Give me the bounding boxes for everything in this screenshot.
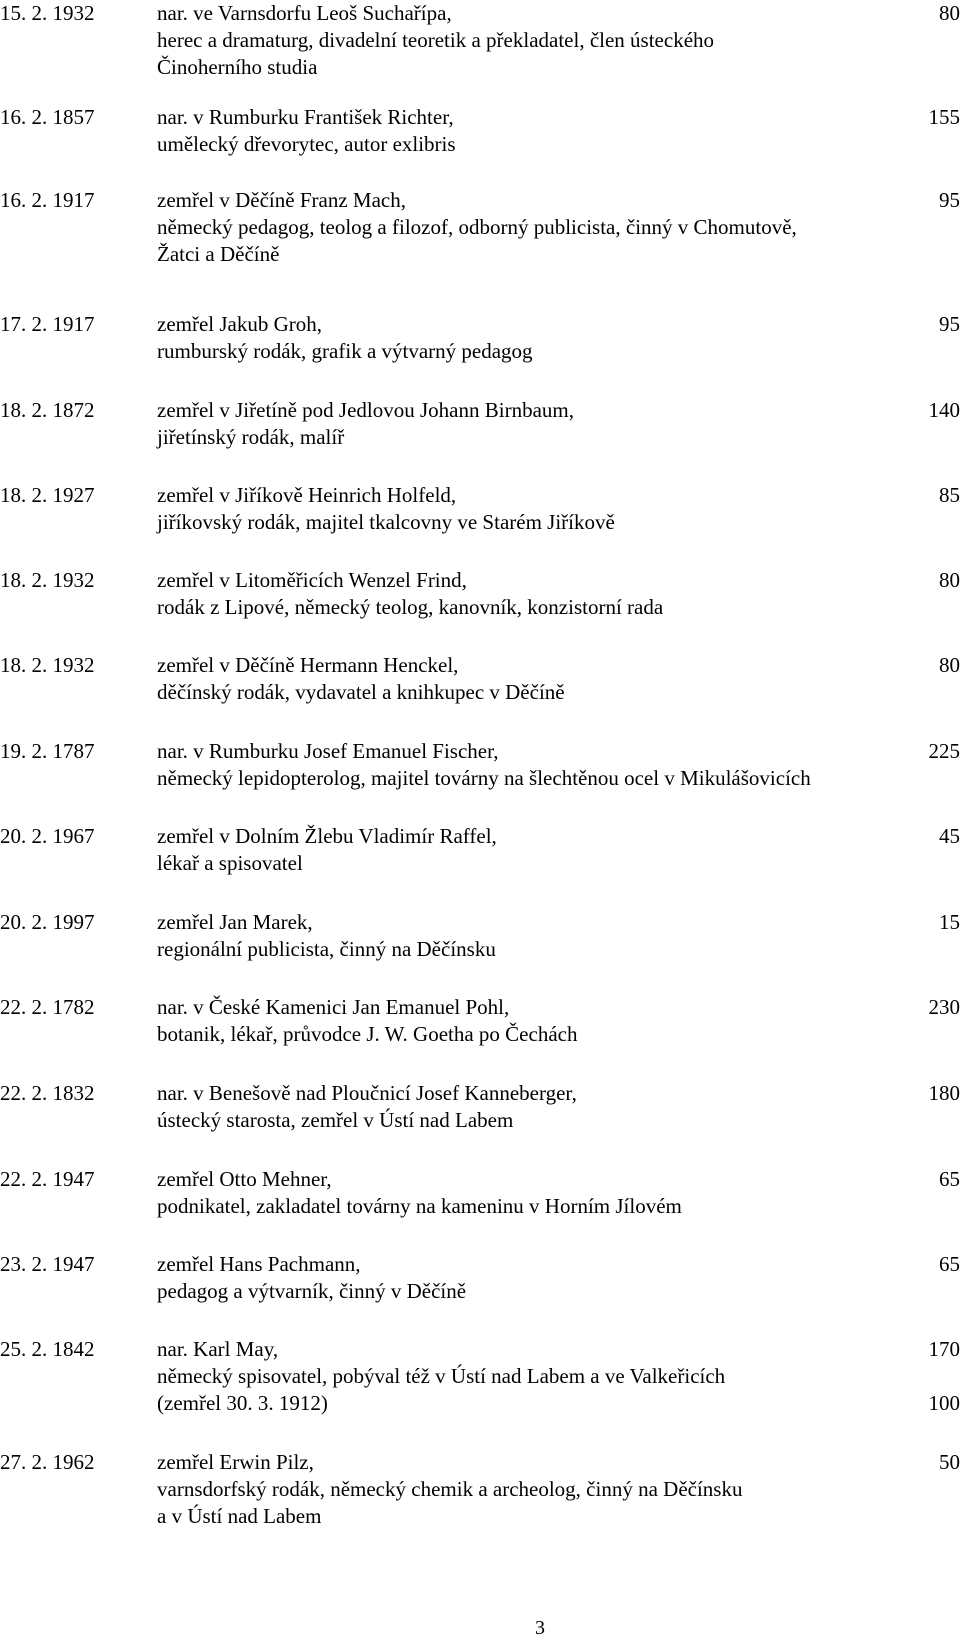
entry-text xyxy=(157,738,937,792)
entry-anniversary-number: 65 xyxy=(939,1167,960,1191)
entry-text xyxy=(157,652,937,706)
entry-title: nar. Karl May, xyxy=(157,1337,279,1361)
entry-anniversary-number: 170 xyxy=(928,1337,960,1361)
entry-title: zemřel v Dolním Žlebu Vladimír Raffel, xyxy=(157,824,497,848)
entry-description-line: varnsdorfský rodák, německý chemik a archeolog, činný na Děčínsku xyxy=(157,1477,743,1501)
entry-description-line: umělecký dřevorytec, autor exlibris xyxy=(157,132,456,156)
entry-date: 22. 2. 1832 xyxy=(0,1081,95,1105)
entry-anniversary-number: 180 xyxy=(928,1081,960,1105)
entry-description-line: Žatci a Děčíně xyxy=(157,242,280,266)
entry-date: 16. 2. 1917 xyxy=(0,188,95,212)
entry-text xyxy=(157,104,937,158)
entry-description-line: podnikatel, zakladatel továrny na kameninu v Horním Jílovém xyxy=(157,1194,682,1218)
entry-anniversary-number: 225 xyxy=(928,739,960,763)
entry-date: 17. 2. 1917 xyxy=(0,312,95,336)
entry-title: zemřel v Jiřetíně pod Jedlovou Johann Birnbaum, xyxy=(157,398,574,422)
entry-text xyxy=(157,1449,937,1530)
entry-text xyxy=(157,482,937,536)
entry-description-line: lékař a spisovatel xyxy=(157,851,303,875)
entry-anniversary-number: 155 xyxy=(928,105,960,129)
entry-date: 22. 2. 1947 xyxy=(0,1167,95,1191)
entry-title: nar. v České Kamenici Jan Emanuel Pohl, xyxy=(157,995,510,1019)
entry-description-line: (zemřel 30. 3. 1912) xyxy=(157,1391,328,1415)
entry-anniversary-number: 95 xyxy=(939,312,960,336)
entry-description-line: německý pedagog, teolog a filozof, odborný publicista, činný v Chomutově, xyxy=(157,215,797,239)
entry-anniversary-number: 80 xyxy=(939,568,960,592)
entry-description-line: jiřetínský rodák, malíř xyxy=(157,425,345,449)
entry-anniversary-number: 140 xyxy=(928,398,960,422)
entry-date: 20. 2. 1967 xyxy=(0,824,95,848)
entry-date: 25. 2. 1842 xyxy=(0,1337,95,1361)
entry-title: nar. v Rumburku František Richter, xyxy=(157,105,454,129)
entry-title: nar. v Rumburku Josef Emanuel Fischer, xyxy=(157,739,499,763)
entry-date: 27. 2. 1962 xyxy=(0,1450,95,1474)
entry-text xyxy=(157,311,937,365)
entry-description-line: botanik, lékař, průvodce J. W. Goetha po Čechách xyxy=(157,1022,578,1046)
entry-text xyxy=(157,994,937,1048)
entry-anniversary-number: 80 xyxy=(939,1,960,25)
entry-text xyxy=(157,187,937,268)
entry-text xyxy=(157,567,937,621)
entry-text xyxy=(157,1166,937,1220)
entry-text xyxy=(157,823,937,877)
entry-title: zemřel v Děčíně Hermann Henckel, xyxy=(157,653,459,677)
entry-text xyxy=(157,1080,937,1134)
entry-text xyxy=(157,0,937,81)
entry-date: 19. 2. 1787 xyxy=(0,739,95,763)
entry-date: 18. 2. 1932 xyxy=(0,653,95,677)
entry-anniversary-number: 230 xyxy=(928,995,960,1019)
entry-text xyxy=(157,1251,937,1305)
entry-description-line: herec a dramaturg, divadelní teoretik a překladatel, člen ústeckého xyxy=(157,28,715,52)
entry-date: 20. 2. 1997 xyxy=(0,910,95,934)
entry-title: zemřel Jakub Groh, xyxy=(157,312,323,336)
entry-text xyxy=(157,1336,937,1417)
entry-date: 16. 2. 1857 xyxy=(0,105,95,129)
entry-title: zemřel v Litoměřicích Wenzel Frind, xyxy=(157,568,467,592)
entry-date: 22. 2. 1782 xyxy=(0,995,95,1019)
entry-text xyxy=(157,909,937,963)
entry-date: 23. 2. 1947 xyxy=(0,1252,95,1276)
entry-date: 18. 2. 1927 xyxy=(0,483,95,507)
entry-anniversary-number: 65 xyxy=(939,1252,960,1276)
entry-description-line: regionální publicista, činný na Děčínsku xyxy=(157,937,496,961)
entry-anniversary-number: 15 xyxy=(939,910,960,934)
entry-description-line: a v Ústí nad Labem xyxy=(157,1504,322,1528)
entry-title: zemřel v Jiříkově Heinrich Holfeld, xyxy=(157,483,457,507)
entry-title: zemřel Hans Pachmann, xyxy=(157,1252,361,1276)
entry-title: zemřel v Děčíně Franz Mach, xyxy=(157,188,406,212)
entry-anniversary-number: 50 xyxy=(939,1450,960,1474)
entry-description-line: ústecký starosta, zemřel v Ústí nad Labem xyxy=(157,1108,514,1132)
entry-description-line: rodák z Lipové, německý teolog, kanovník, konzistorní rada xyxy=(157,595,664,619)
entry-title: nar. v Benešově nad Ploučnicí Josef Kanneberger, xyxy=(157,1081,577,1105)
entry-text xyxy=(157,397,937,451)
entry-anniversary-number: 45 xyxy=(939,824,960,848)
entry-description-line: Činoherního studia xyxy=(157,55,318,79)
entry-anniversary-number-secondary: 100 xyxy=(928,1391,960,1415)
entry-description-line: německý spisovatel, pobýval též v Ústí nad Labem a ve Valkeřicích xyxy=(157,1364,726,1388)
entry-title: zemřel Otto Mehner, xyxy=(157,1167,332,1191)
entry-date: 18. 2. 1872 xyxy=(0,398,95,422)
entry-title: zemřel Erwin Pilz, xyxy=(157,1450,314,1474)
entry-description-line: děčínský rodák, vydavatel a knihkupec v Děčíně xyxy=(157,680,565,704)
entry-date: 15. 2. 1932 xyxy=(0,1,95,25)
entry-description-line: pedagog a výtvarník, činný v Děčíně xyxy=(157,1279,467,1303)
entry-description-line: německý lepidopterolog, majitel továrny na šlechtěnou ocel v Mikulášovicích xyxy=(157,766,811,790)
entry-title: zemřel Jan Marek, xyxy=(157,910,313,934)
entry-anniversary-number: 80 xyxy=(939,653,960,677)
entry-anniversary-number: 95 xyxy=(939,188,960,212)
entry-description-line: rumburský rodák, grafik a výtvarný pedagog xyxy=(157,339,533,363)
entry-description-line: jiříkovský rodák, majitel tkalcovny ve Starém Jiříkově xyxy=(157,510,615,534)
entry-date: 18. 2. 1932 xyxy=(0,568,95,592)
page-number: 3 xyxy=(535,1617,545,1639)
entry-anniversary-number: 85 xyxy=(939,483,960,507)
entry-title: nar. ve Varnsdorfu Leoš Suchařípa, xyxy=(157,1,452,25)
